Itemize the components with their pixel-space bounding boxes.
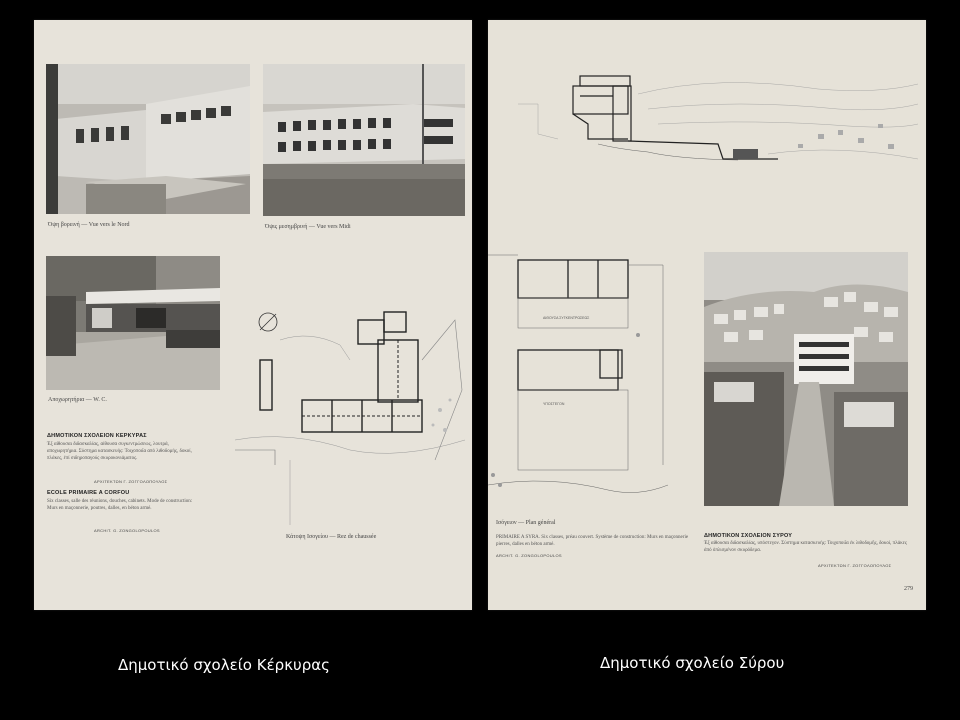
magazine-page-right — [488, 20, 926, 610]
corfu-text-greek: Έξ αίθουσαι διδασκαλίας, αίθουσα συγκεντρώσεως, λουτρά, αποχωρητήρια. Σύστημα κατασκευής: Τοιχοποιΐα από λιθοδομής, δοκοί, πλάκες, ἐπί σιδηροπαγούς σκυροκονιάματος. — [47, 442, 192, 461]
photo-wc — [46, 256, 220, 390]
corfu-text-french: Six classes, salle des réunions, douches, cabinets. Mode de construction: Murs en maçonnerie, poutres, dalles, en béton armé. — [47, 499, 193, 511]
syros-text-greek: Έξ αίθουσαι διδασκαλίας, υπόστεγον. Σύστημα κατασκευής: Τοιχοποιΐα ἐκ λιθοδομῆς, δοκοί, πλάκες ἀπό ὁπλισμένον σκυρόδεμα. — [704, 541, 907, 553]
photo-syros-town — [704, 252, 908, 506]
syros-text-french: PRIMAIRE A SYRA. Six classes, préau couvert. Système de construction: Murs en maçonnerie pierres, dalles en béton armé. — [496, 535, 689, 547]
corfu-credit-french: ARCHIT. G. ZONGOLOPOULOS — [94, 528, 160, 533]
plan-label-shelter: ΥΠΟΣΤΕΓΟΝ — [543, 402, 565, 406]
plan-label-assembly: ΑΙΘΟΥΣΑ ΣΥΓΚΕΝΤΡΩΣΕΩΣ — [543, 316, 590, 320]
photo-wc-caption: Αποχωρητήρια — W. C. — [48, 397, 107, 403]
photo-south-caption: Όψις μεσημβρινή — Vue vers Midi — [265, 224, 351, 230]
photo-north-view — [46, 64, 250, 214]
ground-floor-plan-corfu — [230, 300, 470, 530]
section-drawing-syros — [518, 64, 918, 204]
syros-credit-greek: ΑΡΧΙΤΕΚΤΩΝ Γ. ΖΟΓΓΟΛΟΠΟΥΛΟΣ — [818, 563, 892, 568]
caption-corfu-school: Δημοτικό σχολείο Κέρκυρας — [118, 656, 330, 674]
general-plan-syros — [488, 235, 668, 525]
photo-south-view — [263, 64, 465, 216]
corfu-title-french: ECOLE PRIMAIRE A CORFOU — [47, 490, 130, 496]
corfu-title-greek: ΔΗΜΟΤΙΚΟΝ ΣΧΟΛΕΙΟΝ ΚΕΡΚΥΡΑΣ — [47, 433, 147, 439]
corfu-credit-greek: ΑΡΧΙΤΕΚΤΩΝ Γ. ΖΟΓΓΟΛΟΠΟΥΛΟΣ — [94, 479, 168, 484]
plan-syros-caption: Ισόγειον — Plan général — [496, 520, 556, 526]
plan-corfu-caption: Κάτοψη Ισογείου — Rez de chaussée — [286, 534, 377, 540]
syros-title-greek: ΔΗΜΟΤΙΚΟΝ ΣΧΟΛΕΙΟΝ ΣΥΡΟΥ — [704, 533, 793, 539]
magazine-page-left — [34, 20, 472, 610]
caption-syros-school: Δημοτικό σχολείο Σύρου — [600, 654, 785, 672]
page-number: 279 — [904, 586, 913, 592]
photo-north-caption: Όψη βορεινή — Vue vers le Nord — [48, 222, 130, 228]
syros-credit-french: ARCHIT. G. ZONGOLOPOULOS — [496, 553, 562, 558]
